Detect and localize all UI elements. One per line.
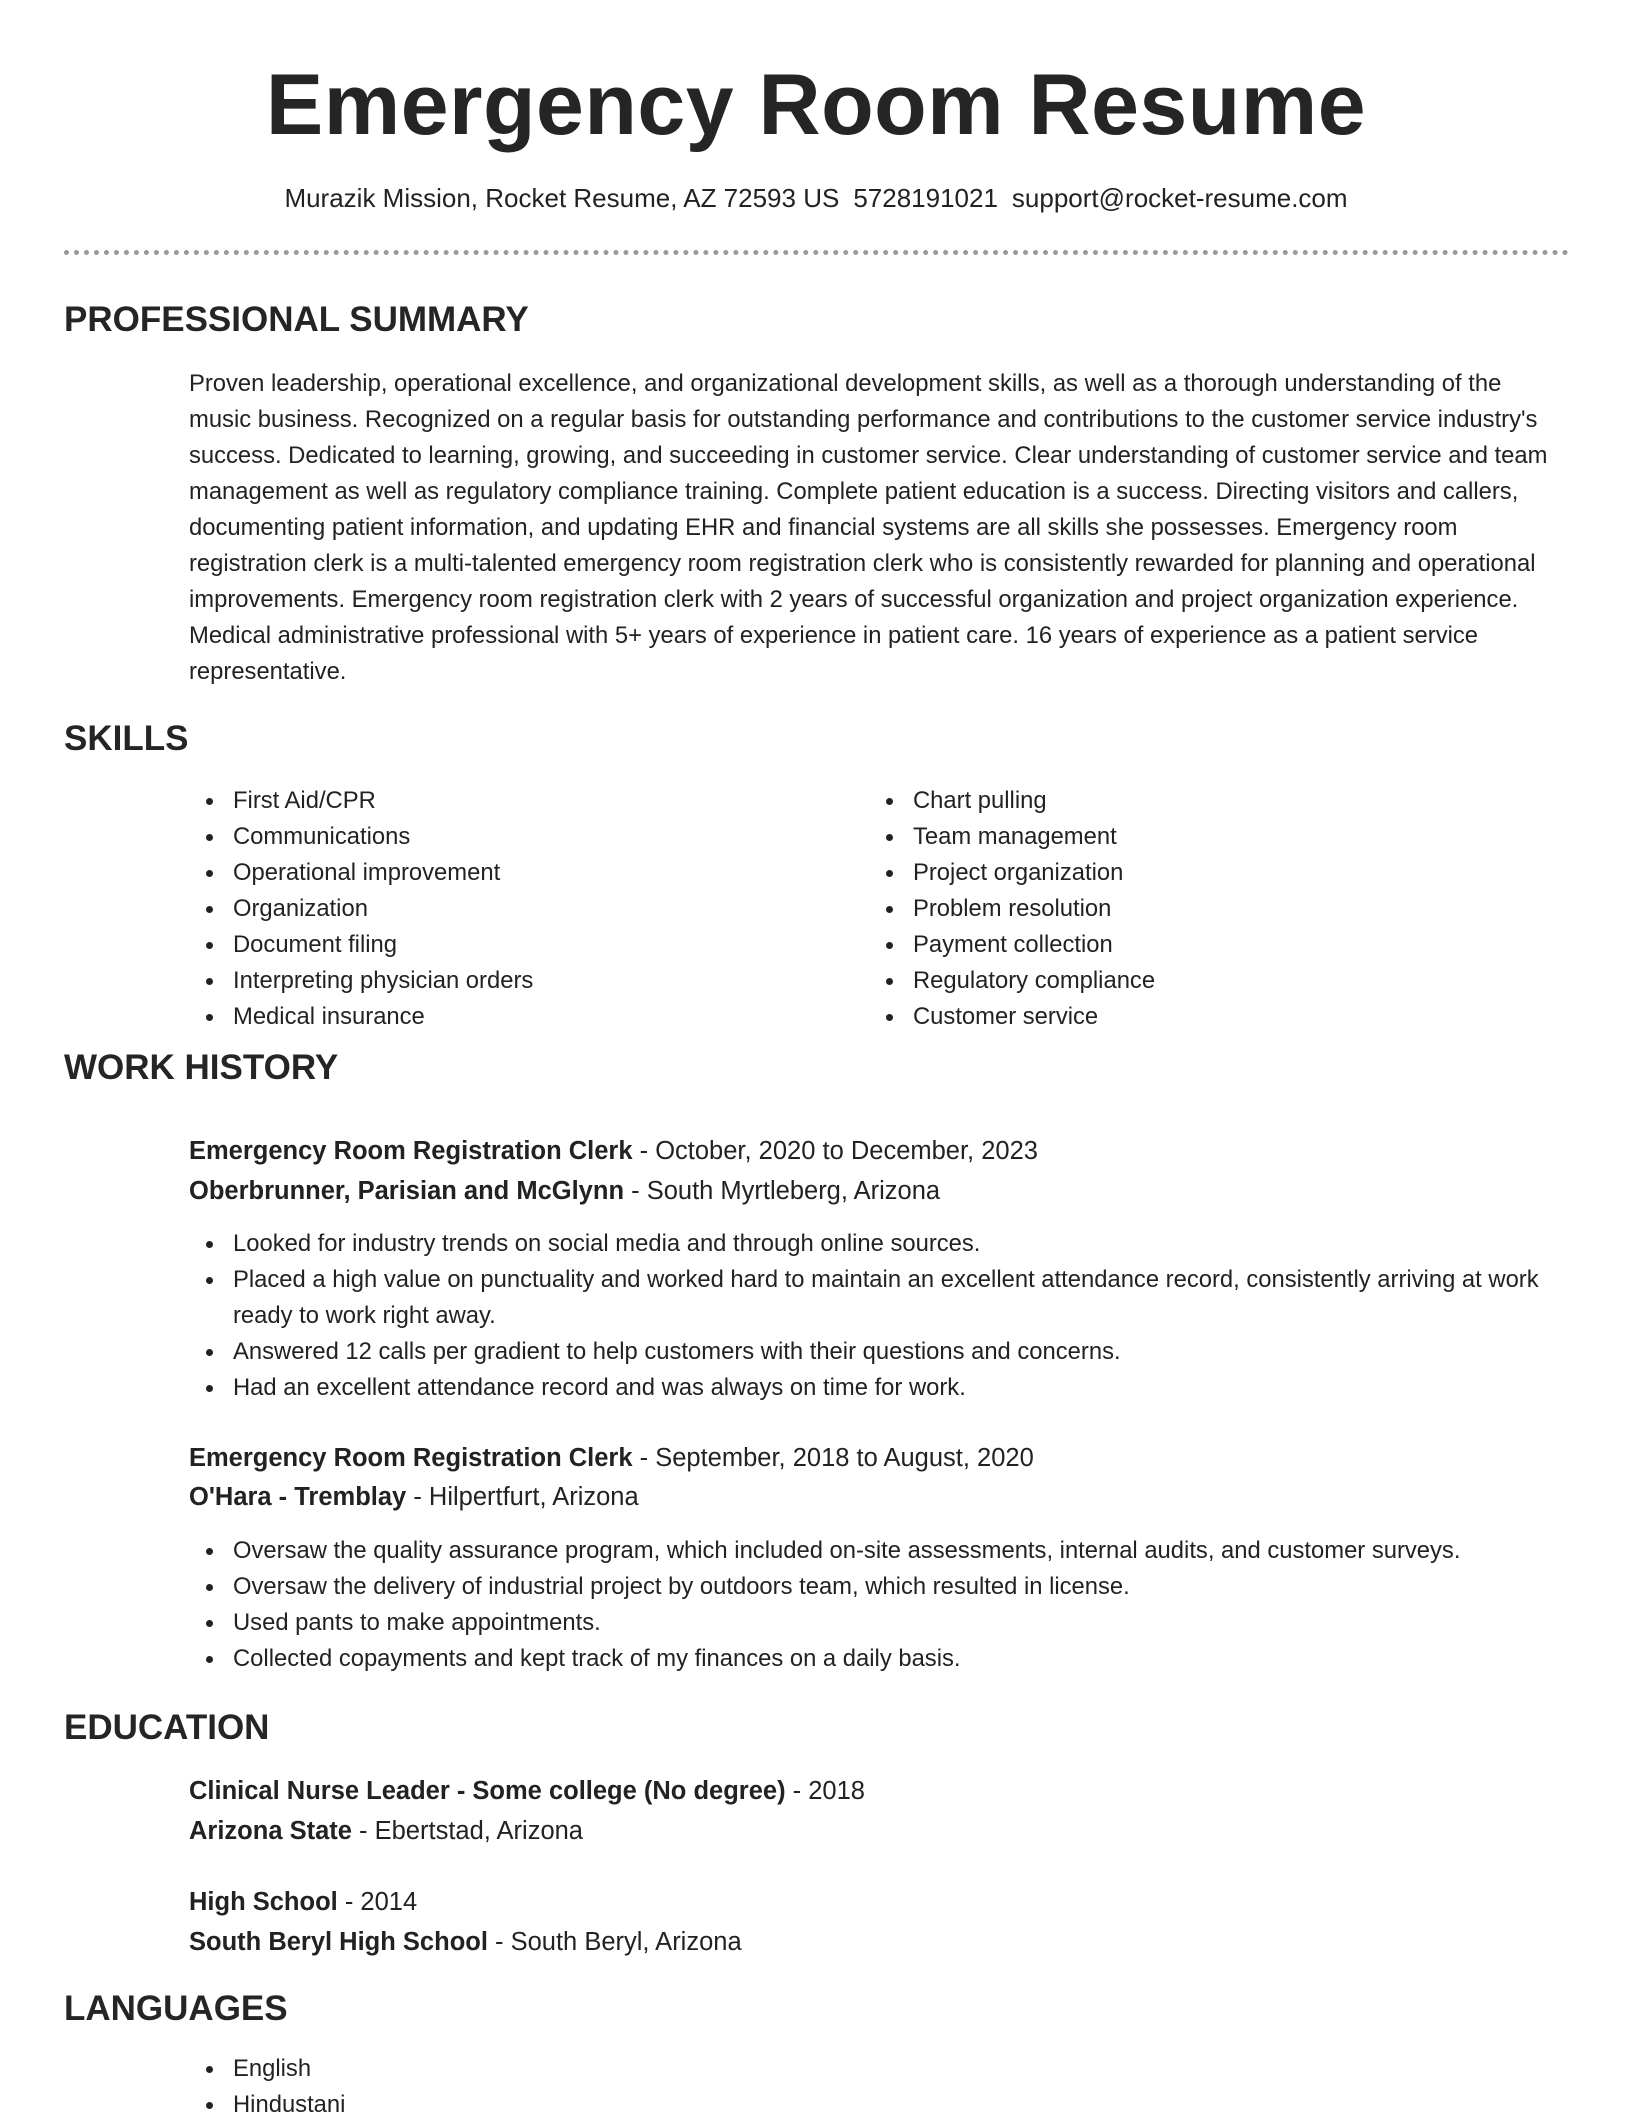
resume-title: Emergency Room Resume bbox=[265, 57, 1367, 153]
education-heading: EDUCATION bbox=[64, 1708, 270, 1747]
job-company: Oberbrunner, Parisian and McGlynn bbox=[189, 1177, 625, 1205]
contact-phone: 5728191021 bbox=[853, 183, 998, 213]
job-title-line bbox=[189, 1438, 1034, 1478]
education-location: - South Beryl, Arizona bbox=[487, 1928, 742, 1956]
job-bullet: Answered 12 calls per gradient to help customers with their questions and concerns. bbox=[189, 1334, 1569, 1370]
skill-item: Communications bbox=[189, 819, 809, 855]
skills-list-right bbox=[869, 783, 1489, 1035]
job-bullet: Placed a high value on punctuality and worked hard to maintain an excellent attendance record, consistently arriving at work ready to work right away. bbox=[189, 1262, 1569, 1334]
education-school: South Beryl High School bbox=[189, 1928, 488, 1956]
languages-heading: LANGUAGES bbox=[64, 1989, 288, 2028]
job-location: - Hilpertfurt, Arizona bbox=[406, 1483, 639, 1511]
job-dates: - October, 2020 to December, 2023 bbox=[632, 1137, 1038, 1165]
summary-heading: PROFESSIONAL SUMMARY bbox=[64, 300, 529, 339]
education-degree-line bbox=[189, 1771, 865, 1811]
education-degree: Clinical Nurse Leader - Some college (No degree) bbox=[189, 1777, 786, 1805]
contact-line bbox=[0, 178, 1632, 218]
skill-item: First Aid/CPR bbox=[189, 783, 809, 819]
header-divider bbox=[64, 250, 1569, 255]
job-bullet: Collected copayments and kept track of my finances on a daily basis. bbox=[189, 1641, 1569, 1677]
skill-item: Regulatory compliance bbox=[869, 963, 1489, 999]
job-bullet: Looked for industry trends on social media and through online sources. bbox=[189, 1226, 1569, 1262]
summary-text: Proven leadership, operational excellence, and organizational development skills, as well as a thorough understanding of the music business. Recognized on a regular basis for outstanding performance and contributions to the customer service industry's success. Dedicated to learning, growing, and succeeding in customer service. Clear understanding of customer service and team management as well as regulatory compliance training. Complete patient education is a success. Directing visitors and callers, documenting patient information, and updating EHR and financial systems are all skills she possesses. Emergency room registration clerk is a multi-talented emergency room registration clerk who is consistently rewarded for planning and operational improvements. Emergency room registration clerk with 2 years of successful organization and project organization experience. Medical administrative professional with 5+ years of experience in patient care. 16 years of experience as a patient service representative. bbox=[189, 370, 1548, 685]
language-item: English bbox=[189, 2051, 809, 2087]
job-role: Emergency Room Registration Clerk bbox=[189, 1137, 633, 1165]
skill-item: Document filing bbox=[189, 927, 809, 963]
job-role: Emergency Room Registration Clerk bbox=[189, 1444, 633, 1472]
job-bullet-list bbox=[189, 1533, 1569, 1677]
education-year: - 2018 bbox=[785, 1777, 865, 1805]
skill-item: Customer service bbox=[869, 999, 1489, 1035]
skill-item: Problem resolution bbox=[869, 891, 1489, 927]
skill-item: Medical insurance bbox=[189, 999, 809, 1035]
education-school: Arizona State bbox=[189, 1817, 352, 1845]
skills-list-left bbox=[189, 783, 809, 1035]
job-bullet: Used pants to make appointments. bbox=[189, 1605, 1569, 1641]
skill-item: Project organization bbox=[869, 855, 1489, 891]
skill-item: Organization bbox=[189, 891, 809, 927]
job-bullet: Oversaw the quality assurance program, which included on-site assessments, internal audits, and customer surveys. bbox=[189, 1533, 1569, 1569]
job-bullet-list bbox=[189, 1226, 1569, 1406]
job-location: - South Myrtleberg, Arizona bbox=[624, 1177, 941, 1205]
skill-item: Chart pulling bbox=[869, 783, 1489, 819]
skill-item: Team management bbox=[869, 819, 1489, 855]
education-degree: High School bbox=[189, 1888, 338, 1916]
education-year: - 2014 bbox=[337, 1888, 418, 1916]
job-dates: - September, 2018 to August, 2020 bbox=[632, 1444, 1034, 1472]
education-location: - Ebertstad, Arizona bbox=[351, 1817, 583, 1845]
job-company-line bbox=[189, 1477, 639, 1517]
job-bullet: Had an excellent attendance record and was always on time for work. bbox=[189, 1370, 1569, 1406]
education-school-line bbox=[189, 1811, 583, 1851]
skills-heading: SKILLS bbox=[64, 719, 189, 758]
languages-list bbox=[189, 2051, 809, 2123]
job-title-line bbox=[189, 1131, 1038, 1171]
contact-email: support@rocket-resume.com bbox=[1011, 183, 1348, 213]
skill-item: Operational improvement bbox=[189, 855, 809, 891]
contact-address: Murazik Mission, Rocket Resume, AZ 72593 US bbox=[284, 183, 840, 213]
job-company-line bbox=[189, 1171, 940, 1211]
job-company: O'Hara - Tremblay bbox=[189, 1483, 407, 1511]
work-history-heading: WORK HISTORY bbox=[64, 1048, 339, 1087]
education-school-line bbox=[189, 1922, 742, 1962]
job-bullet: Oversaw the delivery of industrial project by outdoors team, which resulted in license. bbox=[189, 1569, 1569, 1605]
language-item: Hindustani bbox=[189, 2087, 809, 2123]
skill-item: Interpreting physician orders bbox=[189, 963, 809, 999]
skill-item: Payment collection bbox=[869, 927, 1489, 963]
education-degree-line bbox=[189, 1882, 417, 1922]
